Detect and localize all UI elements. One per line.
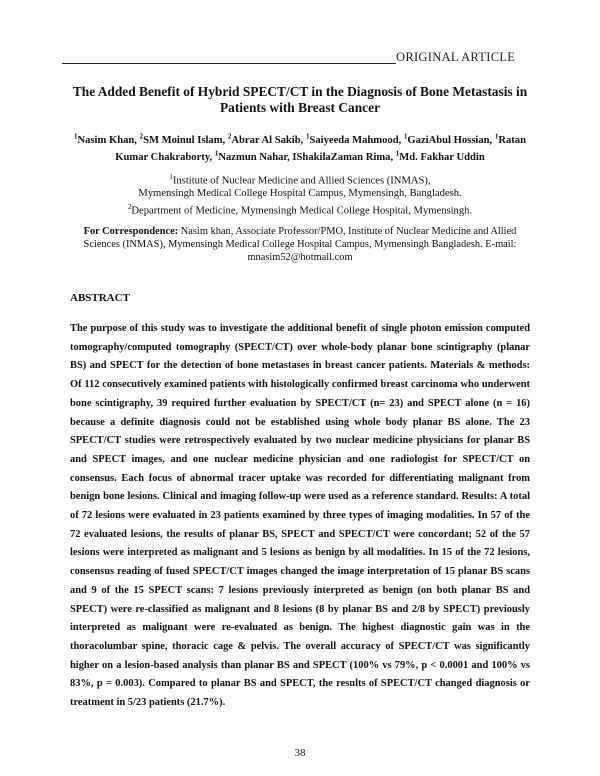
author: $^1$Nasim Khan, [73,132,140,146]
author-list [62,130,538,164]
article-title: The Added Benefit of Hybrid SPECT/CT in the Diagnosis of Bone Metastasis in Patients with Breast Cancer [72,84,528,115]
author: $^1$GaziAbul Hossian, [403,132,495,146]
correspondence-text: Nasim khan, Associate Professor/PMO, Institute of Nuclear Medicine and Allied Sciences (INMAS), Mymensingh Medical College Hospital Campus, Mymensingh Bangladesh. E-mail: mnasim52@hotmail.com [83,226,517,263]
abstract-body: The purpose of this study was to investigate the additional benefit of single photon emission computed tomography/computed tomography (SPECT/CT) over whole-body planar bone scintigraphy (planar BS) and SPECT for the detection of bone metastases in breast cancer patients. Materials & methods: Of 112 consecutively examined patients with histologically confirmed breast carcinoma who underwent bone scintigraphy, 39 required further evaluation by SPECT/CT (n= 23) and SPECT alone (n = 16) because a definite diagnosis could not be established using whole body planar BS alone. The 23 SPECT/CT studies were retrospectively evaluated by two nuclear medicine physicians for planar BS and SPECT images, and one nuclear medicine physician and one radiologist for SPECT/CT on consensus. Each focus of abnormal tracer uptake was recorded for differentiating malignant from benign bone lesions. Clinical and imaging follow-up were used as a reference standard. Results: A total of 72 lesions were evaluated in 23 patients examined by three types of imaging modalities. In 57 of the 72 evaluated lesions, the results of planar BS, SPECT and SPECT/CT were concordant; 52 of the 57 lesions were interpreted as malignant and 5 lesions as benign by all modalities. In 15 of the 72 lesions, consensus reading of fused SPECT/CT images changed the image interpretation of 15 planar BS scans and 9 of the 15 SPECT scans: 7 lesions previously interpreted as benign (on both planar BS and SPECT) were re-classified as malignant and 8 lesions (8 by planar BS and 2/8 by SPECT) previously interpreted as malignant were re-evaluated as benign. The highest diagnostic gain was in the thoracolumbar spine, thoracic cage & pelvis. The overall accuracy of SPECT/CT was significantly higher on a lesion-based analysis than planar BS and SPECT (100% vs 79%, p < 0.0001 and 100% vs 83%, p = 0.003). Compared to planar BS and SPECT, the results of SPECT/CT changed diagnosis or treatment in 5/23 patients (21.7%). [70,323,530,709]
header-rule [62,63,396,64]
author: $^1$Saiyeeda Mahmood, [305,132,404,146]
author: $^2$SM Moinul Islam, [139,132,228,146]
affiliations [62,171,538,218]
affiliation-1: $^1$Institute of Nuclear Medicine and Allied Sciences (INMAS), [169,173,431,187]
correspondence [70,226,530,264]
author: $^1$Nazmun Nahar, [214,149,293,163]
correspondence-label: For Correspondence: [83,226,179,237]
author: $^2$Abrar Al Sakib, [227,132,306,146]
abstract-heading: ABSTRACT [70,292,130,304]
author: IShakilaZaman Rima, [292,151,396,163]
author: $^1$Ratan Kumar Chakraborty, [115,132,526,163]
author: $^1$Md. Fakhar Uddin [395,149,485,163]
affiliation-2: $^2$Department of Medicine, Mymensingh Medical College Hospital, Mymensingh. [127,203,473,217]
affiliation-1-address: Mymensingh Medical College Hospital Campus, Mymensingh, Bangladesh. [138,188,462,200]
page-number: 38 [294,747,306,759]
article-type-label: ORIGINAL ARTICLE [396,50,516,64]
